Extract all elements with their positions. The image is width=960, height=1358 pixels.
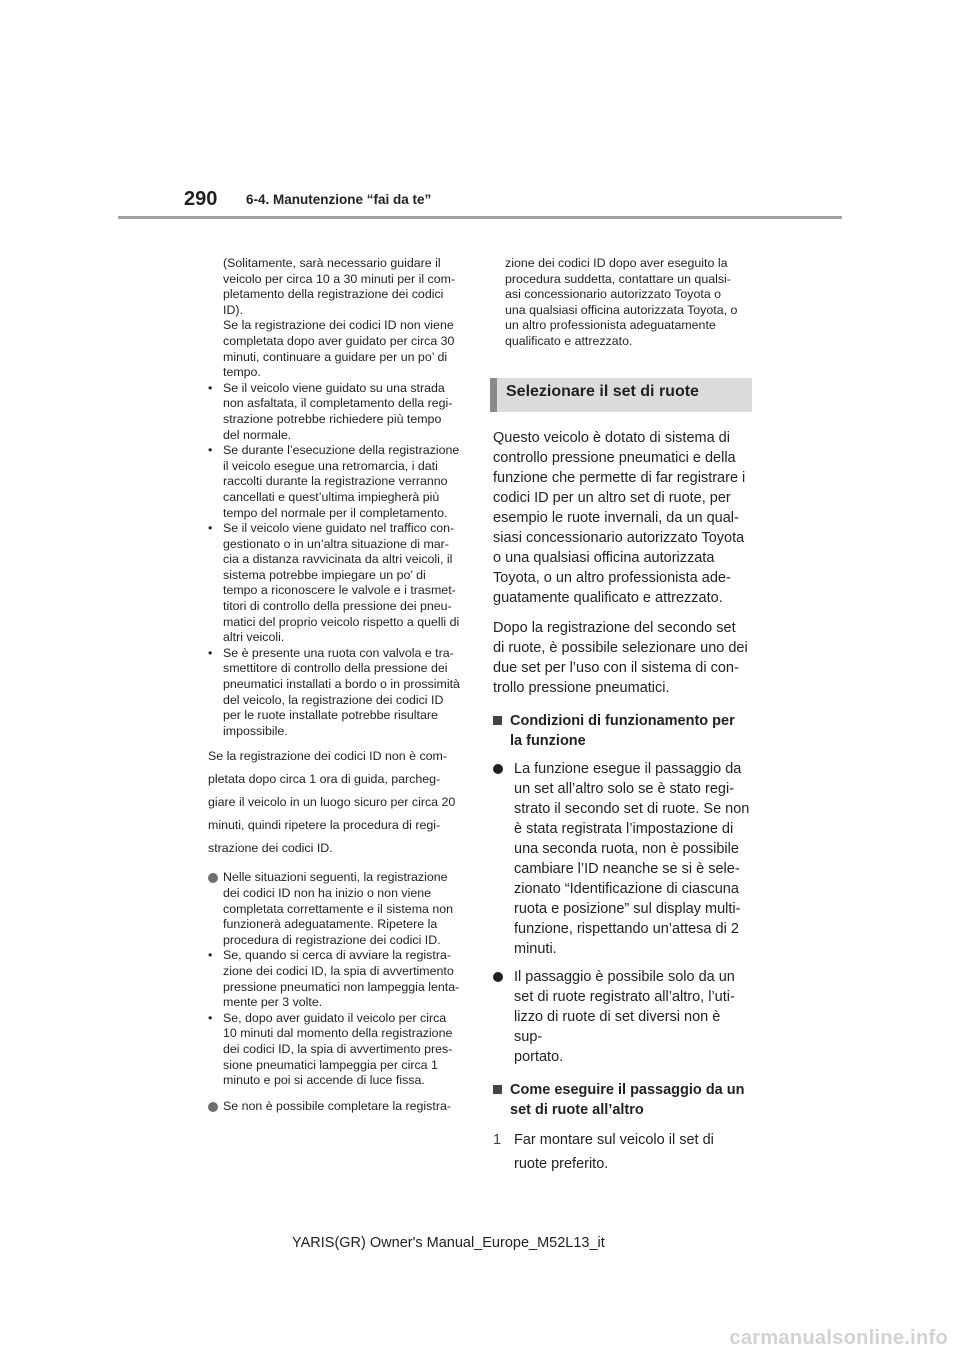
text-line: dei codici ID, la spia di avvertimento pres- bbox=[223, 1041, 453, 1056]
bullet-icon: • bbox=[208, 521, 213, 536]
text-line: Far montare sul veicolo il set di bbox=[514, 1131, 714, 1148]
bullet-item bbox=[208, 645, 470, 740]
text-line: ID). bbox=[223, 302, 243, 317]
paragraph bbox=[493, 618, 752, 698]
text-line: zione dei codici ID dopo aver eseguito la bbox=[505, 256, 728, 270]
text-line: zione dei codici ID, la spia di avvertimento bbox=[223, 963, 454, 978]
subheading bbox=[493, 711, 752, 751]
subheading bbox=[493, 1080, 752, 1120]
section-title: 6-4. Manutenzione “fai da te” bbox=[246, 192, 432, 207]
square-bullet-icon bbox=[493, 1085, 502, 1094]
text-line: La funzione esegue il passaggio da bbox=[514, 760, 742, 777]
note-item bbox=[208, 1099, 470, 1115]
text-line: Condizioni di funzionamento per bbox=[510, 712, 735, 729]
text-line: set di ruote registrato all’altro, l’uti- bbox=[514, 988, 735, 1005]
bullet-icon: • bbox=[208, 443, 213, 458]
text-line: qualificato e attrezzato. bbox=[505, 333, 633, 348]
text-line: minuti, continuare a guidare per un po’ di bbox=[223, 349, 448, 364]
header-rule bbox=[118, 216, 842, 219]
text-line: strazione potrebbe richiedere più tempo bbox=[223, 411, 442, 426]
text-line: del veicolo, la registrazione dei codici ID bbox=[223, 692, 444, 707]
text-line: (Solitamente, sarà necessario guidare il bbox=[223, 256, 441, 270]
bullet-icon: • bbox=[208, 645, 213, 660]
text-line: non asfaltata, il completamento della regi- bbox=[223, 396, 453, 411]
page-number: 290 bbox=[184, 188, 218, 210]
text-line: pletata dopo circa 1 ora di guida, parcheg- bbox=[208, 772, 441, 787]
bullet-item bbox=[208, 521, 470, 646]
text-line: minuti, quindi ripetere la procedura di regi- bbox=[208, 818, 441, 833]
text-line: altri veicoli. bbox=[223, 630, 285, 645]
text-line: la funzione bbox=[510, 732, 586, 749]
text-line: Nelle situazioni seguenti, la registrazione bbox=[223, 870, 448, 885]
text-line: strazione dei codici ID. bbox=[208, 841, 333, 856]
bullet-item bbox=[208, 1010, 470, 1089]
text-line: portato. bbox=[514, 1048, 564, 1065]
text-line: cancellati e quest’ultima impiegherà più bbox=[223, 489, 440, 504]
text-line: giare il veicolo in un luogo sicuro per circa 20 bbox=[208, 795, 456, 810]
text-line: minuto e poi si accende di luce fissa. bbox=[223, 1073, 425, 1088]
text-line: funzione, rispettando un’attesa di 2 bbox=[514, 920, 739, 937]
text-line: una seconda ruota, non è possibile bbox=[514, 840, 739, 857]
bullet-item bbox=[208, 948, 470, 1010]
text-line: per le ruote installate potrebbe risultare bbox=[223, 708, 438, 723]
text-line: procedura suddetta, contattare un qualsi- bbox=[505, 271, 731, 286]
paragraph bbox=[208, 745, 470, 860]
bullet-icon: • bbox=[208, 948, 213, 963]
text-line: Il passaggio è possibile solo da un bbox=[514, 968, 735, 985]
text-line: zionato “Identificazione di ciascuna bbox=[514, 880, 739, 897]
text-line: Se la registrazione dei codici ID non è com- bbox=[208, 749, 447, 764]
text-line: codici ID per un altro set di ruote, per bbox=[493, 489, 731, 506]
text-line: il veicolo esegue una retromarcia, i dati bbox=[223, 458, 438, 473]
text-line: Dopo la registrazione del secondo set bbox=[493, 619, 736, 636]
circle-bullet-icon bbox=[493, 764, 503, 774]
text-line: pressione pneumatici non lampeggia lenta- bbox=[223, 979, 460, 994]
circle-bullet-icon bbox=[208, 1102, 218, 1112]
list-item bbox=[493, 967, 752, 1067]
step-number: 1 bbox=[493, 1131, 502, 1148]
watermark: carmanualsonline.info bbox=[729, 1327, 948, 1349]
text-line: un altro professionista adeguatamente bbox=[505, 318, 716, 333]
text-line: Se non è possibile completare la registra- bbox=[223, 1098, 451, 1113]
text-line: mente per 3 volte. bbox=[223, 995, 323, 1010]
text-line: lizzo di ruote di set diversi non è sup- bbox=[514, 1008, 721, 1045]
circle-bullet-icon bbox=[208, 873, 218, 883]
text-line: cia a distanza ravvicinata da altri veicoli, il bbox=[223, 552, 453, 567]
bullet-icon: • bbox=[208, 380, 213, 395]
bullet-item bbox=[208, 380, 470, 443]
text-line: ruote preferito. bbox=[514, 1155, 609, 1172]
text-line: cambiare l’ID neanche se si è sele- bbox=[514, 860, 740, 877]
circle-bullet-icon bbox=[493, 972, 503, 982]
text-line: di ruote, è possibile selezionare uno dei bbox=[493, 639, 748, 656]
text-line: minuti. bbox=[514, 940, 557, 957]
text-line: Toyota, o un altro professionista ade- bbox=[493, 569, 731, 586]
text-line: sistema potrebbe impiegare un po’ di bbox=[223, 567, 426, 582]
text-line: un set all’altro solo se è stato regi- bbox=[514, 780, 735, 797]
text-line: asi concessionario autorizzato Toyota o bbox=[505, 287, 722, 302]
text-line: tempo a riconoscere le valvole e i trasmet- bbox=[223, 583, 456, 598]
text-line: controllo pressione pneumatici e della bbox=[493, 449, 736, 466]
text-line: sione pneumatici lampeggia per circa 1 bbox=[223, 1057, 438, 1072]
bullet-icon: • bbox=[208, 1010, 213, 1025]
text-line: Se, dopo aver guidato il veicolo per circa bbox=[223, 1010, 447, 1025]
text-line: matici del proprio veicolo rispetto a quelli di bbox=[223, 614, 460, 629]
text-line: raccolti durante la registrazione verranno bbox=[223, 474, 448, 489]
text-line: Se il veicolo viene guidato su una strada bbox=[223, 380, 445, 395]
text-line: completata dopo aver guidato per circa 30 bbox=[223, 333, 455, 348]
text-line: titori di controllo della pressione dei pneu- bbox=[223, 599, 452, 614]
text-line: dei codici ID non ha inizio o non viene bbox=[223, 886, 432, 900]
section-heading-text: Selezionare il set di ruote bbox=[506, 382, 699, 400]
paragraph bbox=[493, 428, 752, 608]
text-line: è stata registrata l’impostazione di bbox=[514, 820, 734, 837]
left-column bbox=[208, 256, 470, 1114]
text-line: set di ruote all’altro bbox=[510, 1101, 644, 1118]
step-item bbox=[493, 1128, 752, 1176]
text-line: strato il secondo set di ruote. Se non bbox=[514, 800, 750, 817]
text-line: completata correttamente e il sistema non bbox=[223, 901, 454, 916]
text-line: guatamente qualificato e attrezzato. bbox=[493, 589, 723, 606]
text-line: funzionerà adeguatamente. Ripetere la bbox=[223, 917, 438, 932]
section-heading bbox=[490, 378, 752, 412]
text-line: pneumatici installati a bordo o in prossimità bbox=[223, 677, 460, 692]
text-line: impossibile. bbox=[223, 723, 288, 738]
footer-text: YARIS(GR) Owner's Manual_Europe_M52L13_it bbox=[292, 1235, 605, 1251]
text-line: Se durante l’esecuzione della registrazione bbox=[223, 443, 460, 458]
square-bullet-icon bbox=[493, 716, 502, 725]
text-line: Se è presente una ruota con valvola e tra- bbox=[223, 645, 454, 660]
text-line: 10 minuti dal momento della registrazione bbox=[223, 1026, 453, 1041]
bullet-item bbox=[208, 443, 470, 521]
text-line: una qualsiasi officina autorizzata Toyota, o bbox=[505, 302, 738, 317]
text-line: pletamento della registrazione dei codici bbox=[223, 287, 444, 302]
text-line: Come eseguire il passaggio da un bbox=[510, 1081, 745, 1098]
text-line: Se il veicolo viene guidato nel traffico con- bbox=[223, 521, 455, 536]
text-line: Se la registrazione dei codici ID non viene bbox=[223, 318, 454, 333]
intro-text bbox=[223, 256, 470, 381]
text-line: Se, quando si cerca di avviare la registra- bbox=[223, 948, 451, 963]
note-item bbox=[208, 870, 470, 948]
text-line: smettitore di controllo della pressione dei bbox=[223, 661, 448, 676]
text-line: esempio le ruote invernali, da un qual- bbox=[493, 509, 739, 526]
continued-note bbox=[505, 256, 752, 350]
right-column bbox=[490, 256, 752, 1176]
text-line: funzione che permette di far registrare i bbox=[493, 469, 746, 486]
text-line: del normale. bbox=[223, 427, 292, 442]
text-line: trollo pressione pneumatici. bbox=[493, 679, 670, 696]
text-line: tempo. bbox=[223, 365, 261, 380]
text-line: Questo veicolo è dotato di sistema di bbox=[493, 429, 730, 446]
text-line: tempo del normale per il completamento. bbox=[223, 505, 448, 520]
text-line: siasi concessionario autorizzato Toyota bbox=[493, 529, 745, 546]
text-line: gestionato o in un’altra situazione di mar- bbox=[223, 536, 449, 551]
text-line: due set per l’uso con il sistema di con- bbox=[493, 659, 739, 676]
text-line: procedura di registrazione dei codici ID. bbox=[223, 932, 441, 947]
text-line: ruota e posizione” sul display multi- bbox=[514, 900, 741, 917]
text-line: veicolo per circa 10 a 30 minuti per il com- bbox=[223, 271, 456, 286]
text-line: o una qualsiasi officina autorizzata bbox=[493, 549, 715, 566]
list-item bbox=[493, 759, 752, 959]
